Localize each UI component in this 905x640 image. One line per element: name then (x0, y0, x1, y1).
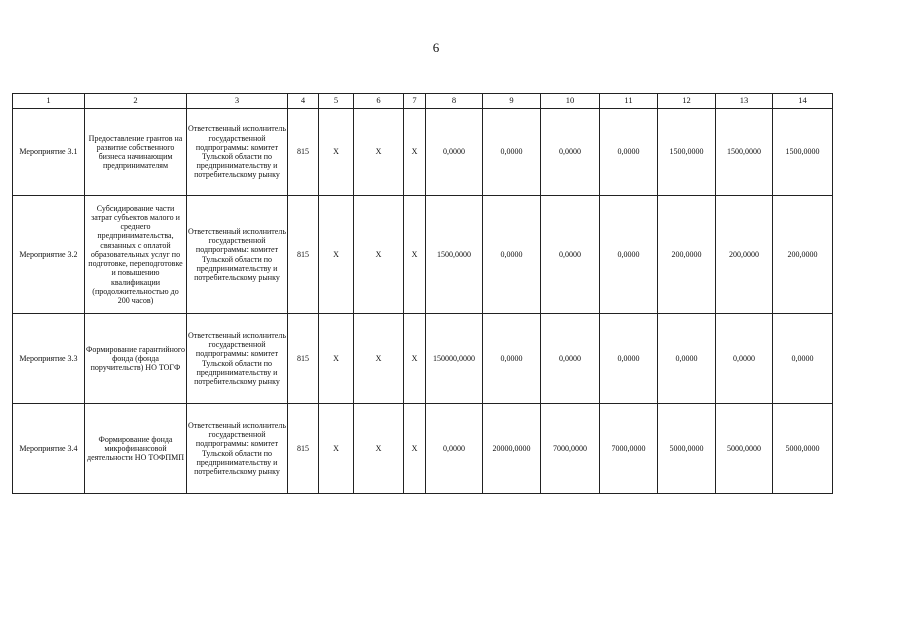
cell-c6: X (354, 109, 404, 196)
cell-c6: X (354, 404, 404, 494)
cell-c6: X (354, 196, 404, 314)
header-cell: 1 (13, 94, 85, 109)
cell-c7: X (404, 314, 426, 404)
responsible-executor: Ответственный исполнитель государственной подпрограммы: комитет Тульской области по предпринимательству и потребительскому рынку (187, 109, 288, 196)
table-row (13, 196, 833, 314)
cell-c10: 0,0000 (541, 196, 600, 314)
header-cell: 11 (600, 94, 658, 109)
cell-c4: 815 (288, 109, 319, 196)
activity-id: Мероприятие 3.1 (13, 109, 85, 196)
cell-c6: X (354, 314, 404, 404)
cell-c4: 815 (288, 314, 319, 404)
cell-c7: X (404, 404, 426, 494)
cell-c9: 0,0000 (483, 314, 541, 404)
header-cell: 10 (541, 94, 600, 109)
cell-c12: 1500,0000 (658, 109, 716, 196)
header-cell: 13 (716, 94, 773, 109)
cell-c7: X (404, 196, 426, 314)
header-cell: 8 (426, 94, 483, 109)
cell-c11: 0,0000 (600, 109, 658, 196)
cell-c14: 1500,0000 (773, 109, 833, 196)
page-number: 6 (432, 40, 440, 55)
cell-c12: 200,0000 (658, 196, 716, 314)
cell-c5: X (319, 314, 354, 404)
cell-c10: 7000,0000 (541, 404, 600, 494)
cell-c7: X (404, 109, 426, 196)
header-cell: 12 (658, 94, 716, 109)
header-cell: 6 (354, 94, 404, 109)
cell-c8: 0,0000 (426, 109, 483, 196)
responsible-executor: Ответственный исполнитель государственной подпрограммы: комитет Тульской области по предпринимательству и потребительскому рынку (187, 404, 288, 494)
cell-c5: X (319, 196, 354, 314)
cell-c8: 0,0000 (426, 404, 483, 494)
cell-c5: X (319, 109, 354, 196)
activity-name: Предоставление грантов на развитие собственного бизнеса начинающим предпринимателям (85, 109, 187, 196)
cell-c13: 5000,0000 (716, 404, 773, 494)
cell-c10: 0,0000 (541, 109, 600, 196)
cell-c14: 0,0000 (773, 314, 833, 404)
cell-c5: X (319, 404, 354, 494)
cell-c13: 0,0000 (716, 314, 773, 404)
responsible-executor: Ответственный исполнитель государственной подпрограммы: комитет Тульской области по предпринимательству и потребительскому рынку (187, 314, 288, 404)
cell-c11: 0,0000 (600, 314, 658, 404)
activity-id: Мероприятие 3.3 (13, 314, 85, 404)
header-row (13, 94, 833, 109)
activity-name: Формирование гарантийного фонда (фонда поручительств) НО ТОГФ (85, 314, 187, 404)
cell-c11: 7000,0000 (600, 404, 658, 494)
cell-c10: 0,0000 (541, 314, 600, 404)
table-row (13, 404, 833, 494)
cell-c13: 200,0000 (716, 196, 773, 314)
activity-name: Субсидирование части затрат субъектов малого и среднего предпринимательства, связанных с оплатой образовательных услуг по подготовке, переподготовке и повышению квалификации (продолжительностью до 200 часов) (85, 196, 187, 314)
header-cell: 2 (85, 94, 187, 109)
activity-name: Формирование фонда микрофинансовой деятельности НО ТОФПМП (85, 404, 187, 494)
cell-c9: 0,0000 (483, 196, 541, 314)
activity-id: Мероприятие 3.4 (13, 404, 85, 494)
cell-c8: 1500,0000 (426, 196, 483, 314)
cell-c9: 20000,0000 (483, 404, 541, 494)
cell-c13: 1500,0000 (716, 109, 773, 196)
cell-c12: 0,0000 (658, 314, 716, 404)
cell-c12: 5000,0000 (658, 404, 716, 494)
header-cell: 5 (319, 94, 354, 109)
responsible-executor: Ответственный исполнитель государственной подпрограммы: комитет Тульской области по предпринимательству и потребительскому рынку (187, 196, 288, 314)
header-cell: 14 (773, 94, 833, 109)
header-cell: 7 (404, 94, 426, 109)
header-cell: 9 (483, 94, 541, 109)
cell-c4: 815 (288, 404, 319, 494)
budget-table (12, 93, 833, 494)
cell-c14: 200,0000 (773, 196, 833, 314)
header-cell: 4 (288, 94, 319, 109)
cell-c14: 5000,0000 (773, 404, 833, 494)
cell-c11: 0,0000 (600, 196, 658, 314)
cell-c4: 815 (288, 196, 319, 314)
table-row (13, 109, 833, 196)
table-row (13, 314, 833, 404)
activity-id: Мероприятие 3.2 (13, 196, 85, 314)
cell-c8: 150000,0000 (426, 314, 483, 404)
header-cell: 3 (187, 94, 288, 109)
cell-c9: 0,0000 (483, 109, 541, 196)
